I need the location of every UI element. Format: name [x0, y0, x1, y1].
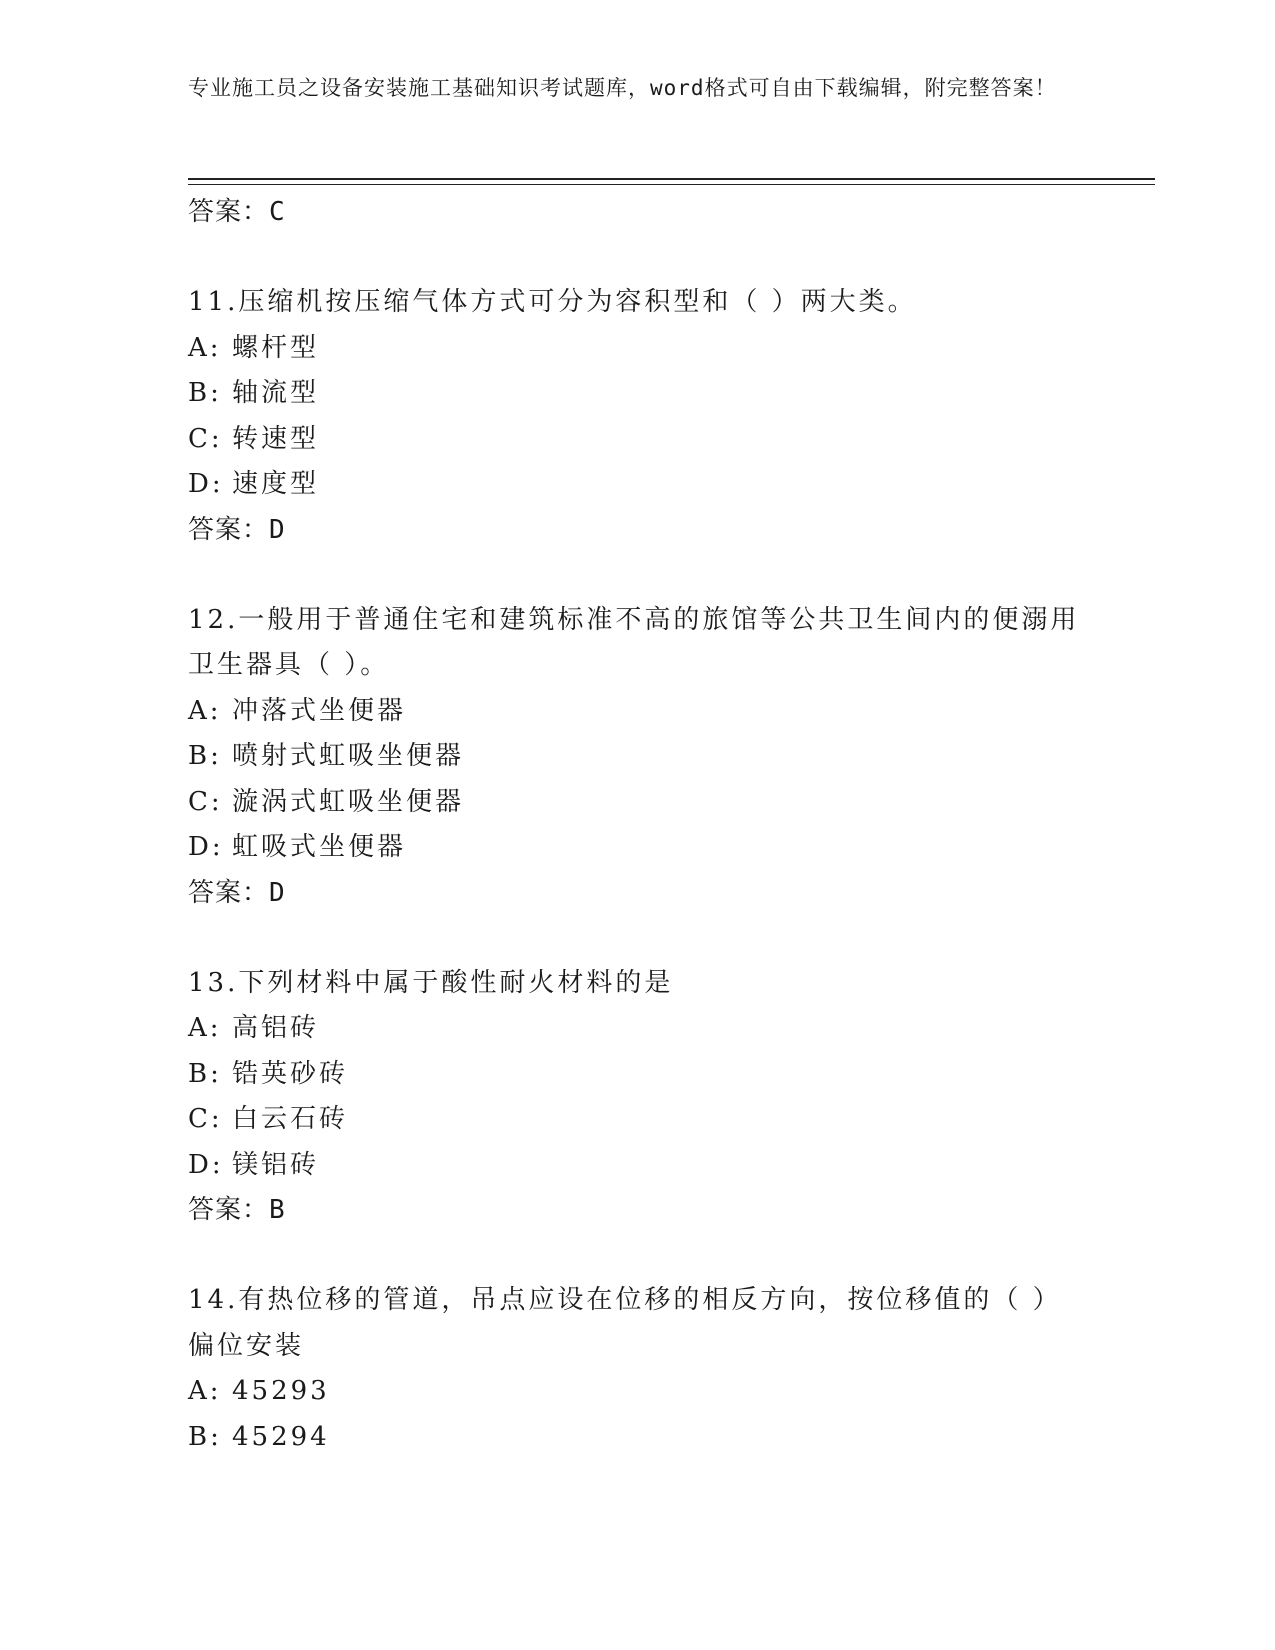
- option-b: [188, 1415, 1088, 1461]
- header-divider: [188, 178, 1155, 180]
- option-letter: B:: [188, 1058, 222, 1089]
- option-b: [188, 1052, 1088, 1098]
- option-letter: A:: [188, 1376, 222, 1406]
- option-a: [188, 1369, 1088, 1415]
- option-c: [188, 780, 1088, 826]
- option-letter: D:: [188, 469, 224, 499]
- option-text: 45293: [232, 1376, 330, 1406]
- option-letter: C:: [188, 1104, 223, 1134]
- option-text: 喷射式虹吸坐便器: [232, 741, 465, 771]
- option-text: 高铝砖: [232, 1013, 320, 1043]
- question-stem: 14.有热位移的管道，吊点应设在位移的相反方向，按位移值的（ ）偏位安装: [188, 1285, 1062, 1361]
- option-d: [188, 1143, 1088, 1189]
- option-b: [188, 734, 1088, 780]
- option-c: [188, 1097, 1088, 1143]
- option-letter: C:: [188, 423, 223, 454]
- answer-label: 答案：: [188, 1195, 270, 1225]
- answer-value: C: [269, 197, 286, 227]
- option-letter: A:: [188, 332, 222, 363]
- question-12: [188, 598, 1088, 915]
- option-letter: B:: [188, 378, 222, 408]
- option-text: 转速型: [232, 423, 320, 454]
- option-b: [188, 371, 1088, 417]
- question-13: [188, 961, 1088, 1233]
- question-list: [188, 190, 1088, 1460]
- answer-value: D: [269, 514, 286, 545]
- answer-value: B: [269, 1195, 286, 1225]
- header-divider-thin: [188, 184, 1155, 185]
- option-letter: C:: [188, 786, 223, 817]
- answer-line: [188, 508, 1088, 552]
- answer-label: 答案：: [188, 197, 270, 227]
- option-a: [188, 326, 1088, 372]
- option-text: 轴流型: [232, 378, 320, 408]
- option-letter: A:: [188, 695, 222, 726]
- option-letter: D:: [188, 1149, 224, 1180]
- option-c: [188, 417, 1088, 463]
- question-stem: 13.下列材料中属于酸性耐火材料的是: [188, 967, 674, 998]
- option-text: 螺杆型: [232, 332, 320, 363]
- option-d: [188, 462, 1088, 508]
- answer-line: [188, 1188, 1088, 1232]
- option-text: 45294: [232, 1421, 330, 1452]
- option-text: 漩涡式虹吸坐便器: [232, 786, 465, 817]
- question-14: [188, 1278, 1088, 1460]
- option-letter: B:: [188, 1421, 222, 1452]
- question-stem: 11.压缩机按压缩气体方式可分为容积型和（ ）两大类。: [188, 287, 917, 317]
- option-d: [188, 825, 1088, 871]
- option-a: [188, 1006, 1088, 1052]
- option-text: 镁铝砖: [232, 1149, 320, 1180]
- option-text: 速度型: [232, 469, 320, 499]
- document-header: 专业施工员之设备安装施工基础知识考试题库，word格式可自由下载编辑，附完整答案！: [188, 76, 1057, 100]
- option-letter: A:: [188, 1013, 222, 1043]
- question-stem: 12.一般用于普通住宅和建筑标准不高的旅馆等公共卫生间内的便溺用卫生器具（ ）。: [188, 604, 1080, 680]
- option-text: 虹吸式坐便器: [232, 832, 407, 862]
- answer-value: D: [269, 877, 286, 908]
- answer-line: [188, 190, 1088, 234]
- answer-line: [188, 871, 1088, 915]
- option-letter: D:: [188, 832, 224, 862]
- answer-label: 答案：: [188, 514, 270, 545]
- answer-label: 答案：: [188, 877, 270, 908]
- option-letter: B:: [188, 741, 222, 771]
- option-text: 冲落式坐便器: [232, 695, 407, 726]
- option-text: 锆英砂砖: [232, 1058, 349, 1089]
- question-11: [188, 280, 1088, 552]
- option-text: 白云石砖: [232, 1104, 349, 1134]
- option-a: [188, 689, 1088, 735]
